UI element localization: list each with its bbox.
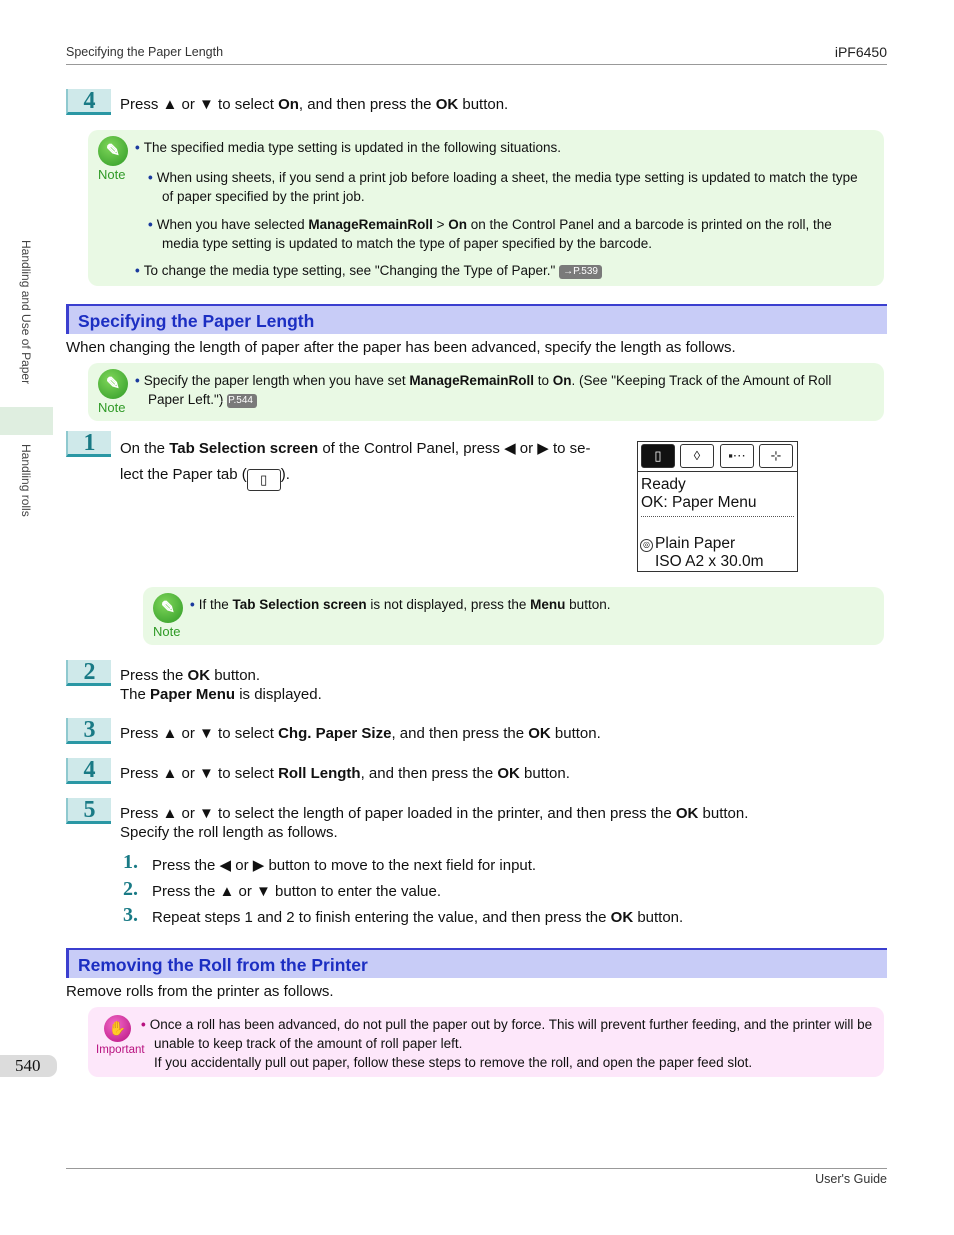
step-badge: 4 [66,89,111,115]
ink-tab-icon: ◊ [680,444,714,468]
lcd-hint: OK: Paper Menu [641,494,757,511]
step-text: Press ▲ or ▼ to select the length of paper loaded in the printer, and then press the OK button. Specify the roll length as follows. [120,805,749,841]
lcd-media-size: ISO A2 x 30.0m [655,553,764,570]
control-panel-display [637,441,798,572]
step-badge: 4 [66,758,111,784]
note-box [88,130,884,286]
page-reference-link[interactable]: →P.544 [227,394,257,408]
important-label: Important [96,1044,145,1056]
note-box [143,587,884,645]
roll-icon: ◎ [640,539,653,552]
sidebar-subchapter: Handling rolls [19,444,33,517]
step-badge: 3 [66,718,111,744]
substep-number: 1. [123,851,138,873]
sidebar-tab-marker [0,407,53,435]
note-pencil-icon: ✎ [98,369,128,399]
step-badge: 5 [66,798,111,824]
step-text: Press ▲ or ▼ to select Roll Length, and then press the OK button. [120,765,570,782]
tab-selection-bar [638,442,797,472]
note-bullet: • The specified media type setting is updated in the following situations. [135,140,561,155]
section-title: Removing the Roll from the Printer [78,955,368,975]
header-rule [66,64,887,65]
substep-text: Press the ◀ or ▶ button to move to the next field for input. [152,857,537,874]
step-text: Press the OK button. The Paper Menu is displayed. [120,667,322,703]
step-badge: 1 [66,431,111,457]
paper-tab-icon: ▯ [641,444,675,468]
section-heading [66,948,887,978]
page-number: 540 [0,1055,57,1077]
section-intro: Remove rolls from the printer as follows. [66,983,334,1000]
note-sub-bullet: • When using sheets, if you send a print job before loading a sheet, the media type setting is updated to match the type of paper specified by the print job. [148,170,858,204]
note-pencil-icon: ✎ [98,136,128,166]
hand-stop-icon: ✋ [104,1015,131,1042]
note-bullet: • If the Tab Selection screen is not displayed, press the Menu button. [190,597,611,612]
page-reference-link[interactable]: →P.539 [559,265,602,279]
substep-number: 3. [123,904,138,926]
important-bullet: • Once a roll has been advanced, do not pull the paper out by force. This will prevent further feeding, and the printer will be unable to keep track of the amount of roll paper left. If you accidentally pull out paper, follow these steps to remove the roll, and open the paper feed slot. [141,1017,873,1070]
important-box [88,1007,884,1077]
section-heading [66,304,887,334]
footer-guide-name: User's Guide [815,1172,887,1186]
note-bullet: • Specify the paper length when you have set ManageRemainRoll to On. (See "Keeping Track of the Amount of Roll Paper Left.") →P.544 [135,373,832,407]
section-title: Specifying the Paper Length [78,311,315,331]
note-label: Note [153,624,181,639]
note-label: Note [98,167,126,182]
substep-number: 2. [123,878,138,900]
note-box [88,363,884,421]
note-pencil-icon: ✎ [153,593,183,623]
paper-tab-icon: ▯ [247,469,281,491]
section-intro: When changing the length of paper after the paper has been advanced, specify the length as follows. [66,339,736,356]
lcd-status: Ready [641,476,686,493]
note-label: Note [98,400,126,415]
footer-rule [66,1168,887,1169]
running-header-section: Specifying the Paper Length [66,45,224,59]
sidebar-chapter: Handling and Use of Paper [19,240,33,385]
step-text: On the Tab Selection screen of the Control Panel, press ◀ or ▶ to se- lect the Paper tab ( ▯ ). [120,436,625,491]
settings-tab-icon: ⊹ [759,444,793,468]
step-text: Press ▲ or ▼ to select Chg. Paper Size, and then press the OK button. [120,725,601,742]
job-tab-icon: ▪⋯ [720,444,754,468]
lcd-divider [641,516,794,517]
note-bullet: • To change the media type setting, see "Changing the Type of Paper." →P.539 [135,261,875,280]
note-sub-bullet: • When you have selected ManageRemainRoll > On on the Control Panel and a barcode is printed on the roll, the media type setting is updated to match the type of paper specified by the barcode. [148,217,832,251]
step-badge: 2 [66,660,111,686]
substep-text: Repeat steps 1 and 2 to finish entering the value, and then press the OK button. [152,909,684,926]
lcd-media-type: Plain Paper [655,535,736,552]
running-header-model: iPF6450 [834,44,887,60]
substep-text: Press the ▲ or ▼ button to enter the value. [152,883,442,900]
step-text: Press ▲ or ▼ to select On, and then press the OK button. [120,96,509,113]
